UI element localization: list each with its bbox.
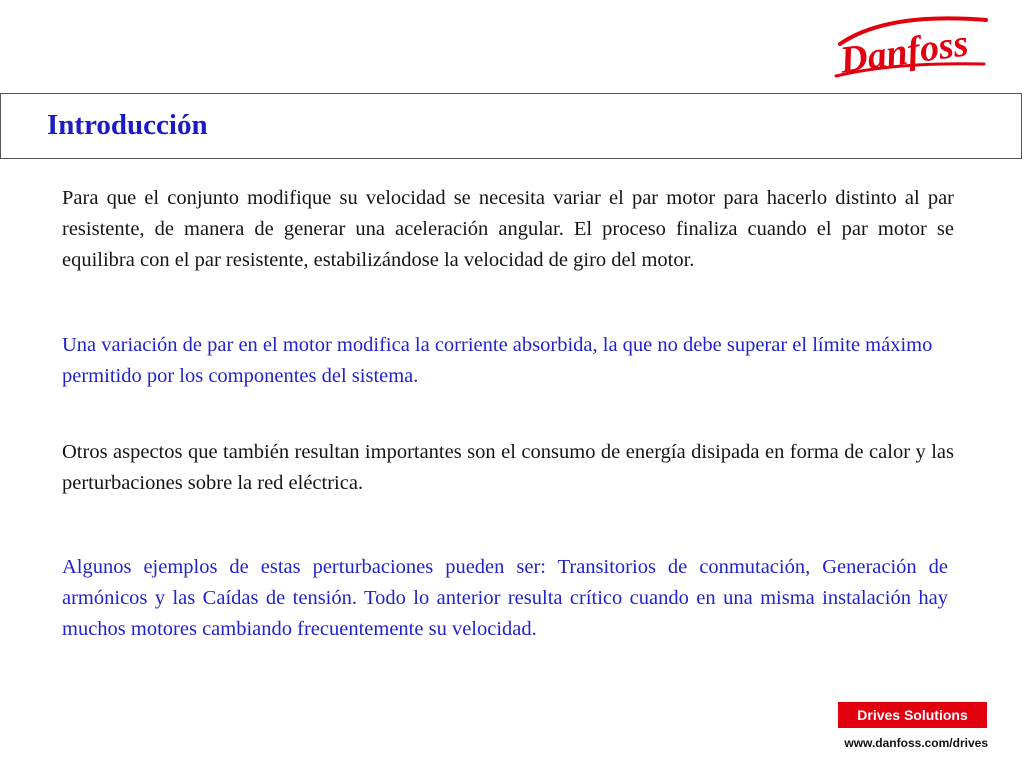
footer-url: www.danfoss.com/drives <box>844 736 988 750</box>
paragraph-speed-torque: Para que el conjunto modifique su velocidad se necesita variar el par motor para hacerlo distinto al par resistente, de manera de generar una aceleración angular. El proceso finaliza cuando el par motor se equilibra con el par resistente, estabilizándose la velocidad de giro del motor. <box>62 187 954 271</box>
paragraph-energy-disturbances: Otros aspectos que también resultan importantes son el consumo de energía disipada en forma de calor y las perturbaciones sobre la red eléctrica. <box>62 441 954 494</box>
title-band <box>0 93 1022 159</box>
svg-text:Danfoss: Danfoss <box>837 22 971 80</box>
drives-solutions-badge: Drives Solutions <box>838 702 987 728</box>
paragraph-disturbance-examples: Algunos ejemplos de estas perturbaciones pueden ser: Transitorios de conmutación, Generación de armónicos y las Caídas de tensión. Todo lo anterior resulta crítico cuando en una misma instalación hay muchos motores cambiando frecuentemente su velocidad. <box>62 556 948 640</box>
paragraph-current-limit: Una variación de par en el motor modifica la corriente absorbida, la que no debe superar el límite máximo permitido por los componentes del sistema. <box>62 334 933 387</box>
slide-title: Introducción <box>47 109 208 141</box>
danfoss-logo <box>834 14 994 80</box>
